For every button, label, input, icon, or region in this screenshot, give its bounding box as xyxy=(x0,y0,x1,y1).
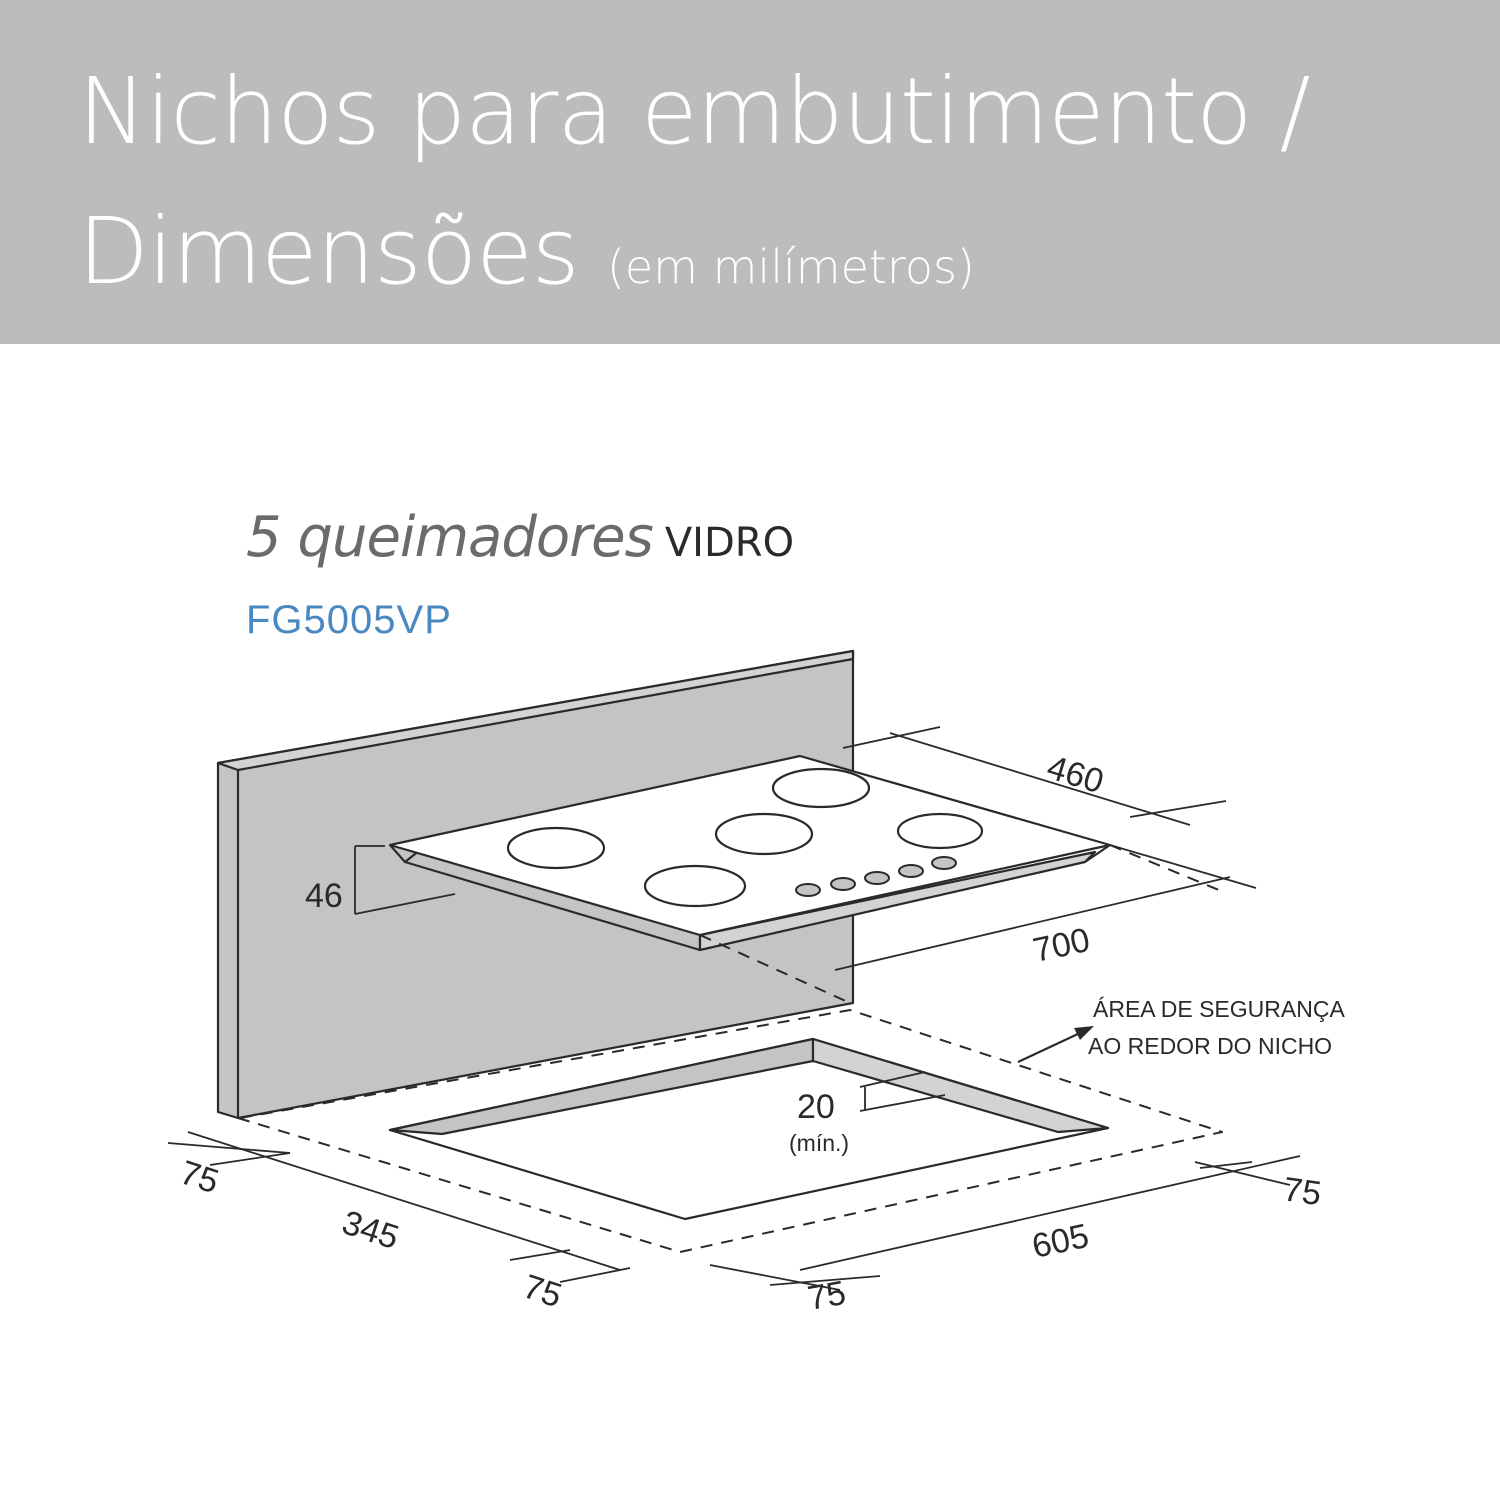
header-title-dimensions: Dimensões xyxy=(78,198,579,305)
dim-niche-depth-label: 345 xyxy=(337,1203,404,1258)
dim-niche-depth-min-label: 20 xyxy=(797,1088,835,1126)
dim-depth-label: 460 xyxy=(1042,748,1109,802)
dim-niche-width-label: 605 xyxy=(1028,1216,1093,1266)
dim-width-label: 700 xyxy=(1029,920,1094,970)
control-knob-4 xyxy=(899,865,923,877)
dim-margin-left-front-label: 75 xyxy=(518,1267,567,1316)
product-model: FG5005VP xyxy=(246,598,452,642)
control-knob-5 xyxy=(932,857,956,869)
safety-note-line1: ÁREA DE SEGURANÇA xyxy=(1093,996,1345,1022)
dim-height-label: 46 xyxy=(305,877,343,915)
dim-margin-right-label: 75 xyxy=(1280,1170,1324,1214)
dim-margin-front-label: 75 xyxy=(804,1273,849,1318)
dim-margin-left-back-label: 75 xyxy=(175,1153,224,1202)
control-knob-1 xyxy=(796,884,820,896)
control-knob-3 xyxy=(865,872,889,884)
header-title-line1: Nichos para embutimento / xyxy=(78,58,1310,165)
control-knob-2 xyxy=(831,878,855,890)
header-title-unit: (em milímetros) xyxy=(606,240,975,294)
dim-niche-depth-min-note: (mín.) xyxy=(789,1130,850,1156)
product-type: VIDRO xyxy=(664,520,795,566)
safety-note-line2: AO REDOR DO NICHO xyxy=(1088,1033,1333,1059)
product-name: 5 queimadores xyxy=(246,505,653,570)
